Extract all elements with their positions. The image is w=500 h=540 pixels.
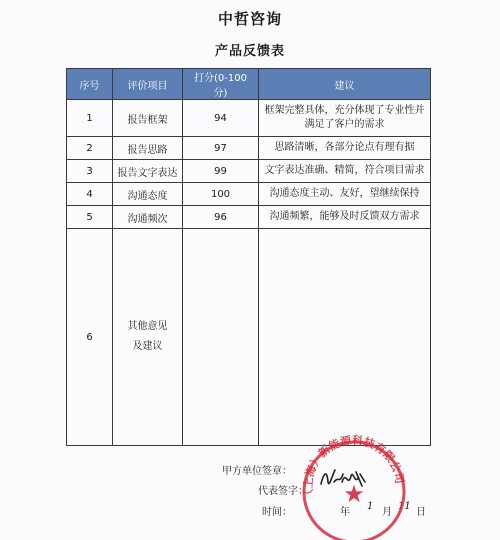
table-row [67, 183, 431, 206]
representative-label: 代表签字： [258, 486, 308, 497]
row-suggestion [259, 100, 431, 137]
row-item: 沟通频次 [113, 206, 183, 229]
row-item: 沟通态度 [113, 183, 183, 206]
row-item: 报告框架 [113, 100, 183, 137]
company-seal [296, 434, 412, 540]
row-suggestion: 沟通频繁，能够及时反馈双方需求 [259, 206, 431, 229]
row-suggestion: 文字表达准确、精简，符合项目需求 [259, 160, 431, 183]
day-mark: 日 [416, 507, 426, 518]
table-row [67, 206, 431, 229]
row-no: 3 [67, 160, 113, 183]
row-suggestion: 沟通态度主动、友好，望继续保持 [259, 183, 431, 206]
table-row [67, 160, 431, 183]
suggestion-line: 满足了客户的需求 [304, 119, 385, 130]
row-no: 5 [67, 206, 113, 229]
row-no: 1 [67, 100, 113, 137]
feedback-table [66, 68, 431, 446]
month-value: 1 [367, 501, 374, 512]
col-header-score: 打分(0-100 分) [183, 69, 259, 100]
other-label-line: 其他意见 [127, 321, 168, 332]
row-item: 报告文字表达 [113, 160, 183, 183]
row-no: 4 [67, 183, 113, 206]
row-item: 报告思路 [113, 137, 183, 160]
row-score: 96 [183, 206, 259, 229]
row-no: 6 [67, 229, 113, 446]
time-label: 时间： [262, 507, 292, 518]
month-mark: 月 [382, 507, 392, 518]
other-label-line: 及建议 [132, 341, 163, 352]
col-header-item: 评价项目 [113, 69, 183, 100]
row-suggestion [259, 229, 431, 446]
row-score: 97 [183, 137, 259, 160]
row-item [113, 229, 183, 446]
row-score: 100 [183, 183, 259, 206]
day-value: 11 [398, 501, 411, 512]
row-suggestion: 思路清晰，各部分论点有理有据 [259, 137, 431, 160]
company-name: 中哲咨询 [217, 10, 282, 28]
table-row-other [67, 229, 431, 446]
table-row [67, 100, 431, 137]
col-header-suggestion: 建议 [259, 69, 431, 100]
row-score: 94 [183, 100, 259, 137]
document-title: 产品反馈表 [214, 44, 285, 59]
row-no: 2 [67, 137, 113, 160]
year-mark: 年 [340, 507, 350, 518]
row-score: 99 [183, 160, 259, 183]
table-row [67, 137, 431, 160]
col-header-no: 序号 [67, 69, 113, 100]
suggestion-line: 框架完整具体，充分体现了专业性并 [264, 105, 425, 116]
table-header-row [67, 69, 431, 100]
seal-text: （上海）新能源科技有限公司 [301, 434, 407, 502]
party-a-seal-label: 甲方单位签章： [222, 466, 292, 477]
row-score [183, 229, 259, 446]
svg-text:★: ★ [343, 480, 365, 508]
